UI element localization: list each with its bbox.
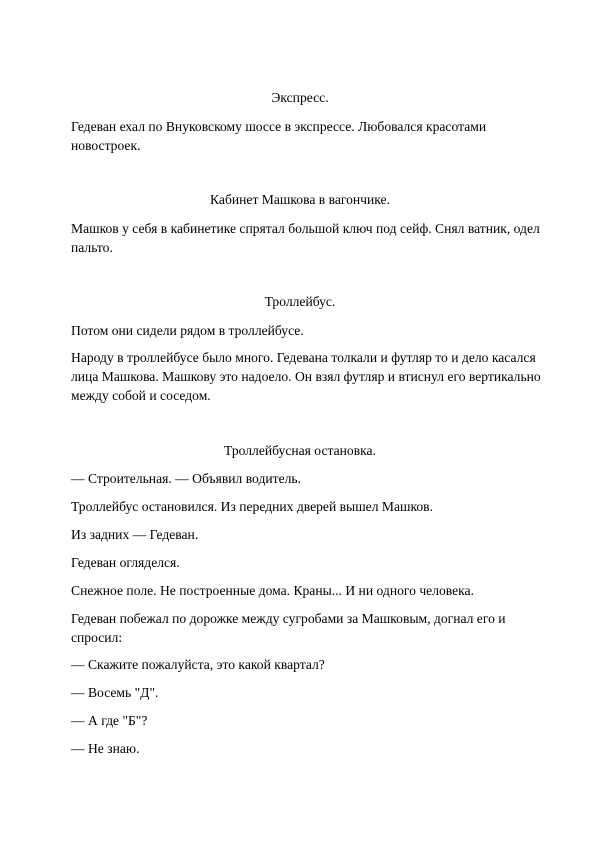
paragraph: Народу в троллейбусе было много. Гедевана толкали и футляр то и дело касался лица Машкова. Машкову это надоело. Он взял футляр и втиснул его вертикально между собой и соседом. bbox=[71, 350, 541, 403]
paragraph: Гедеван ехал по Внуковскому шоссе в экспрессе. Любовался красотами новостроек. bbox=[71, 119, 487, 153]
paragraph: — Не знаю. bbox=[71, 741, 140, 756]
paragraph: — Скажите пожалуйста, это какой квартал? bbox=[71, 657, 325, 672]
section-heading-cabinet: Кабинет Машкова в вагончике. bbox=[210, 192, 390, 207]
paragraph: Из задних — Гедеван. bbox=[71, 527, 199, 542]
paragraph: Троллейбус остановился. Из передних дверей вышел Машков. bbox=[71, 499, 433, 514]
section-heading-stop: Троллейбусная остановка. bbox=[224, 443, 376, 458]
paragraph: — Восемь "Д". bbox=[71, 685, 159, 700]
paragraph: Потом они сидели рядом в троллейбусе. bbox=[71, 323, 304, 338]
paragraph: Машков у себя в кабинетике спрятал большой ключ под сейф. Снял ватник, одел пальто. bbox=[71, 221, 540, 255]
paragraph: — Строительная. — Объявил водитель. bbox=[71, 471, 301, 486]
paragraph: — А где "Б"? bbox=[71, 713, 148, 728]
paragraph: Снежное поле. Не построенные дома. Краны... И ни одного человека. bbox=[71, 583, 474, 598]
paragraph: Гедеван побежал по дорожке между сугробами за Машковым, догнал его и спросил: bbox=[71, 611, 506, 645]
section-heading-trolleybus: Троллейбус. bbox=[264, 294, 336, 309]
section-heading-express: Экспресс. bbox=[271, 90, 329, 105]
paragraph: Гедеван огляделся. bbox=[71, 555, 180, 570]
